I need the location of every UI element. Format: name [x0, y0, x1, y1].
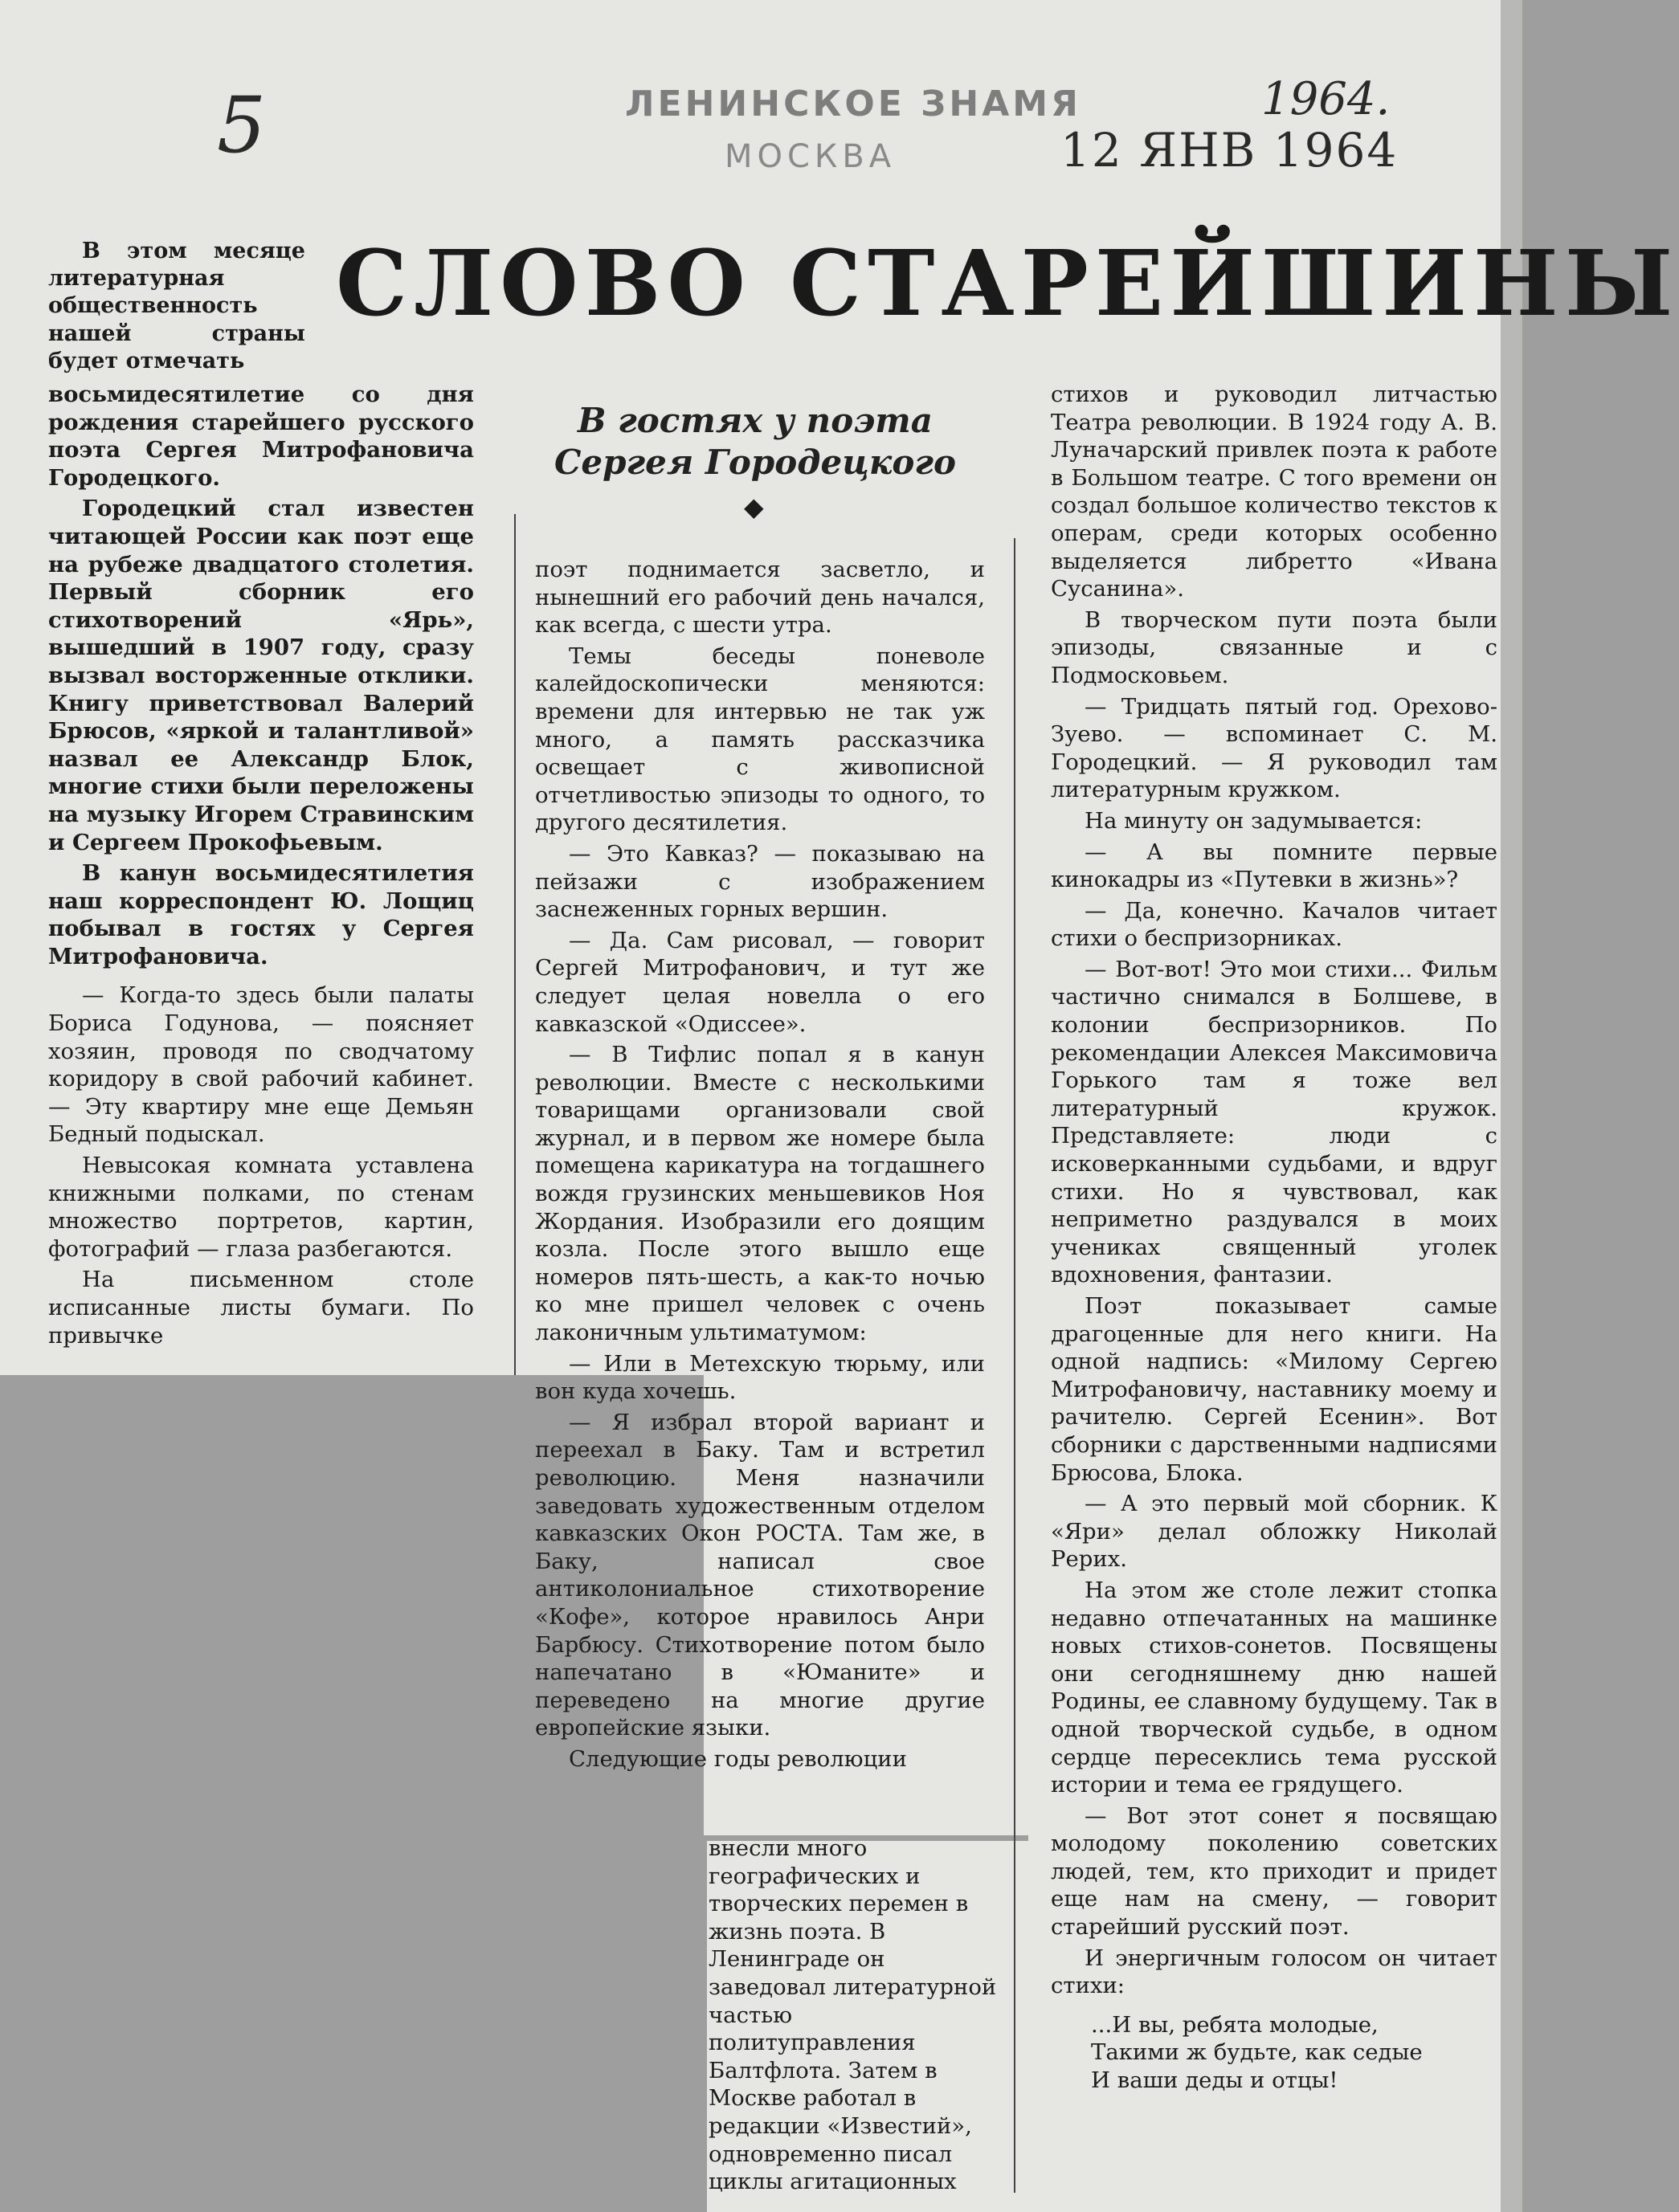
newspaper-city-stamp: МОСКВА: [725, 138, 897, 175]
col2-paragraph-7: — Я избрал второй вариант и переехал в Баку. Там и встретил революцию. Меня назначили заведовать художественным отделом кавказских Окон РОСТА. Там же, в Баку, написал свое антиколониальное стихотворение «Кофе», которое нравилось Анри Барбюсу. Стихотворение потом было напечатано в «Юманите» и переведено на многие другие европейские языки.: [535, 1409, 985, 1741]
handwritten-year: 1964.: [1261, 73, 1391, 125]
poem-line-3: И ваши деды и отцы!: [1091, 2067, 1338, 2094]
column-1: [48, 381, 474, 1353]
card-background-left: [0, 1375, 514, 2212]
col2-paragraph-4: — Да. Сам рисовал, — говорит Сергей Митрофанович, и тут же следует целая новелла о его кавказской «Одиссее».: [535, 927, 985, 1037]
col2-paragraph-2: Темы беседы поневоле калейдоскопически меняются: времени для интервью не так уж много, а память рассказчика освещает с живописной отчетливостью эпизоды то одного, то другого десятилетия.: [535, 643, 985, 836]
lead-paragraph-part-2: восьмидесятилетие со дня рождения старейшего русского поэта Сергея Митрофановича Городецкого.: [48, 382, 474, 491]
col2b-paragraph-1: внесли много географических и творческих перемен в жизнь поэта. В Ленинграде он заведовал литературной частью политуправления Балтфлота. Затем в Москве работал в редакции «Известий», одновременно писал циклы агитационных: [709, 1835, 997, 2195]
page-number-handwritten: 5: [217, 80, 267, 170]
poem-line-1: ...И вы, ребята молодые,: [1091, 2011, 1379, 2038]
subtitle-ornament: ◆: [744, 492, 764, 522]
date-stamp: 12 ЯНВ 1964: [1060, 123, 1399, 178]
col3-paragraph-6: — Да, конечно. Качалов читает стихи о беспризорниках.: [1051, 897, 1497, 952]
column-2-continuation: [709, 1834, 998, 2199]
col1-paragraph-1: Городецкий стал известен читающей России как поэт еще на рубеже двадцатого столетия. Первый сборник его стихотворений «Ярь», вышедший в 1907 году, сразу вызвал восторженные отклики. Книгу приветствовал Валерий Брюсов, «яркой и талантливой» назвал ее Александр Блок, многие стихи были переложены на музыку Игорем Стравинским и Сергеем Прокофьевым.: [48, 496, 474, 855]
col3-paragraph-12: И энергичным голосом он читает стихи:: [1051, 1945, 1497, 1999]
col3-paragraph-4: На минуту он задумывается:: [1085, 807, 1423, 834]
newspaper-stamp: ЛЕНИНСКОЕ ЗНАМЯ: [625, 84, 1081, 124]
poem-line-2: Такими ж будьте, как седые: [1091, 2039, 1423, 2066]
lead-paragraph-part-1: В этом месяце литературная общественность нашей страны будет отмечать: [48, 239, 305, 373]
subtitle-line-2: Сергея Городецкого: [554, 443, 957, 482]
col1-paragraph-2: В канун восьмидесятилетия наш корреспондент Ю. Лощиц побывал в гостях у Сергея Митрофановича.: [48, 860, 474, 969]
col3-paragraph-1: стихов и руководил литчастью Театра революции. В 1924 году А. В. Луначарский привлек поэта к работе в Большом театре. С того времени он создал большое количество текстов к операм, среди которых особенно выделяется либретто «Ивана Сусанина».: [1051, 382, 1497, 602]
col3-paragraph-5: — А вы помните первые кинокадры из «Путевки в жизнь»?: [1051, 839, 1497, 893]
col3-paragraph-10: На этом же столе лежит стопка недавно отпечатанных на машинке новых стихов-сонетов. Посвящены они сегодняшнему дню нашей Родины, ее славному будущему. Так в одной творческой судьбе, в одном сердце пересеклись тема русской истории и тема ее грядущего.: [1051, 1577, 1497, 1798]
column-3: [1051, 381, 1497, 2095]
col2-paragraph-3: — Это Кавказ? — показываю на пейзажи с изображением заснеженных горных вершин.: [535, 840, 985, 923]
column-rule-2: [1014, 538, 1015, 2193]
col3-paragraph-9: — А это первый мой сборник. К «Яри» делал обложку Николай Рерих.: [1051, 1491, 1497, 1573]
column-rule-1: [514, 514, 516, 1375]
article-headline: СЛОВО СТАРЕЙШИНЫ: [336, 231, 1679, 337]
col2-paragraph-6: — Или в Метехскую тюрьму, или вон куда хочешь.: [535, 1350, 985, 1405]
column-2: [535, 556, 985, 1777]
col2-paragraph-5: — В Тифлис попал я в канун революции. Вместе с несколькими товарищами организовали свой журнал, и в первом же номере была помещена карикатура на тогдашнего вождя грузинских меньшевиков Ноя Жордания. Изобразили его доящим козла. После этого вышло еще номеров пять-шесть, а как-то ночью ко мне пришел человек с очень лаконичным ультиматумом:: [535, 1042, 985, 1346]
col1-paragraph-4: Невысокая комната уставлена книжными полками, по стенам множество портретов, картин, фотографий — глаза разбегаются.: [48, 1153, 474, 1262]
col2-paragraph-1: поэт поднимается засветло, и нынешний его рабочий день начался, как всегда, с шести утра.: [535, 557, 985, 639]
col3-paragraph-8: Поэт показывает самые драгоценные для него книги. На одной надпись: «Милому Сергею Митрофановичу, наставнику моему и рачителю. Сергей Есенин». Вот сборники с дарственными надписями Брюсова, Блока.: [1051, 1293, 1497, 1486]
col2-paragraph-8: Следующие годы революции: [569, 1745, 907, 1772]
col1-paragraph-5: На письменном столе исписанные листы бумаги. По привычке: [48, 1267, 474, 1349]
col3-paragraph-3: — Тридцать пятый год. Орехово-Зуево. — вспоминает С. М. Городецкий. — Я руководил там литературным кружком.: [1051, 693, 1497, 803]
article-subtitle: [514, 400, 996, 484]
column-1-lead: [48, 238, 305, 378]
col3-paragraph-7: — Вот-вот! Это мои стихи... Фильм частично снимался в Болшеве, в колонии беспризорников. По рекомендации Алексея Максимовича Горького там я тоже вел литературный кружок. Представляете: люди с исковерканными судьбами, и вдруг стихи. Но я чувствовал, как неприметно раздувался в моих учениках священный уголек вдохновения, фантазии.: [1051, 956, 1497, 1288]
col1-paragraph-3: — Когда-то здесь были палаты Бориса Годунова, — поясняет хозяин, проводя по сводчатому коридору в свой рабочий кабинет. — Эту квартиру мне еще Демьян Бедный подыскал.: [48, 982, 474, 1148]
card-background-lower-middle: [514, 1841, 707, 2212]
poem-excerpt: [1091, 2011, 1497, 2095]
subtitle-line-1: В гостях у поэта: [578, 401, 933, 440]
col3-paragraph-11: — Вот этот сонет я посвящаю молодому поколению советских людей, тем, кто приходит и придет еще нам на смену, — говорит старейший русский поэт.: [1051, 1802, 1497, 1941]
col3-paragraph-2: В творческом пути поэта были эпизоды, связанные и с Подмосковьем.: [1051, 606, 1497, 688]
